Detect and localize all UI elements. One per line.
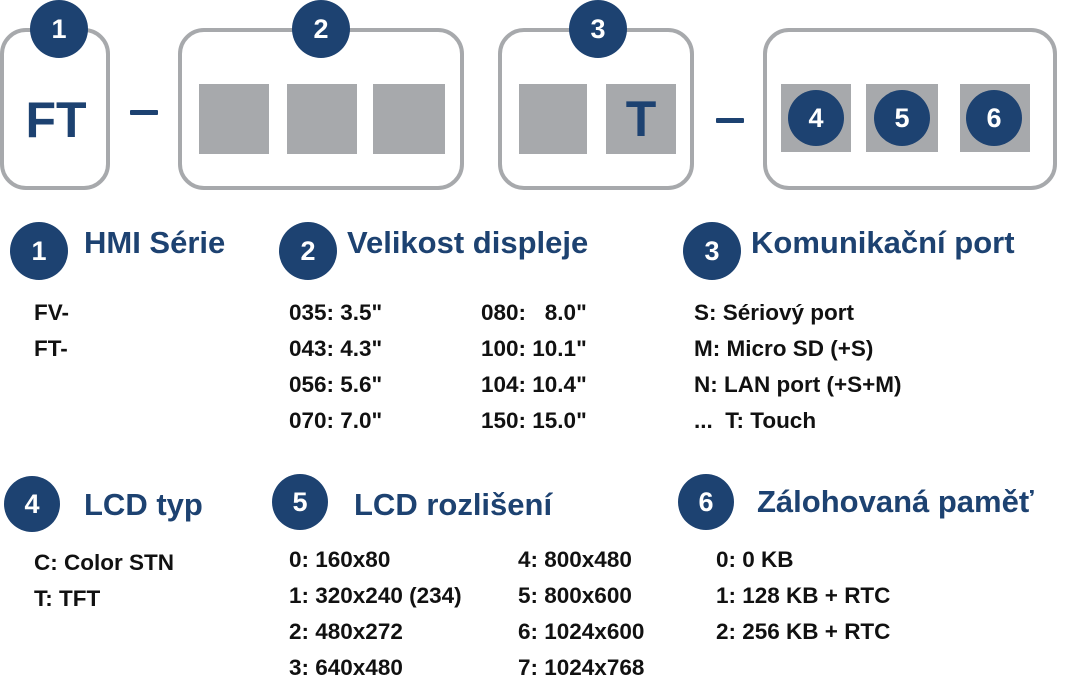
list-item: 100: 10.1" [481,336,587,361]
size-slot-1 [199,84,269,154]
list-item: 0: 160x80 [289,547,391,572]
section-3-badge: 3 [683,222,741,280]
list-item: S: Sériový port [694,300,855,325]
list-item: 1: 320x240 (234) [289,583,462,608]
section-6-badge: 6 [678,474,734,530]
list-item: 056: 5.6" [289,372,383,397]
section-5-list-right [518,542,644,686]
list-item: 4: 800x480 [518,547,632,572]
section-2-list-left [289,295,382,439]
section-2-badge: 2 [279,222,337,280]
badge-1: 1 [30,0,88,58]
list-item: 7: 1024x768 [518,655,645,680]
list-item: 5: 800x600 [518,583,632,608]
list-item: 0: 0 KB [716,547,794,572]
section-5-badge: 5 [272,474,328,530]
section-4-list [34,545,174,617]
list-item: 043: 4.3" [289,336,383,361]
section-6-title: Zálohovaná paměť [757,484,1034,519]
list-item: 035: 3.5" [289,300,383,325]
section-4-title: LCD typ [84,487,203,522]
port-slot-1 [519,84,587,154]
size-slot-3 [373,84,445,154]
badge-3: 3 [569,0,627,58]
series-code-text: FT [25,92,87,148]
separator-dash-2 [716,118,744,123]
list-item: FV- [34,300,70,325]
list-item: 6: 1024x600 [518,619,645,644]
size-slot-2 [287,84,357,154]
section-3-list [694,295,902,439]
list-item: 3: 640x480 [289,655,403,680]
list-item: 150: 15.0" [481,408,587,433]
section-2-title: Velikost displeje [347,225,589,260]
list-item: C: Color STN [34,550,174,575]
list-item: 2: 256 KB + RTC [716,619,891,644]
badge-2: 2 [292,0,350,58]
list-item: FT- [34,336,68,361]
list-item: ... T: Touch [694,408,817,433]
section-5-list-left [289,542,462,686]
section-5-title: LCD rozlišení [354,487,553,522]
list-item: 104: 10.4" [481,372,587,397]
section-3-title: Komunikační port [751,225,1015,260]
list-item: 070: 7.0" [289,408,383,433]
badge-5: 5 [874,90,930,146]
badge-6: 6 [966,90,1022,146]
badge-4: 4 [788,90,844,146]
list-item: N: LAN port (+S+M) [694,372,902,397]
port-code-text: T [625,91,657,147]
section-1-title: HMI Série [84,225,226,260]
section-6-list [716,542,890,650]
list-item: 2: 480x272 [289,619,403,644]
section-1-list [34,295,69,367]
separator-dash-1 [130,110,158,115]
list-item: M: Micro SD (+S) [694,336,874,361]
list-item: 1: 128 KB + RTC [716,583,891,608]
section-4-badge: 4 [4,476,60,532]
list-item: T: TFT [34,586,101,611]
section-2-list-right [481,295,587,439]
list-item: 080: 8.0" [481,300,587,325]
section-1-badge: 1 [10,222,68,280]
